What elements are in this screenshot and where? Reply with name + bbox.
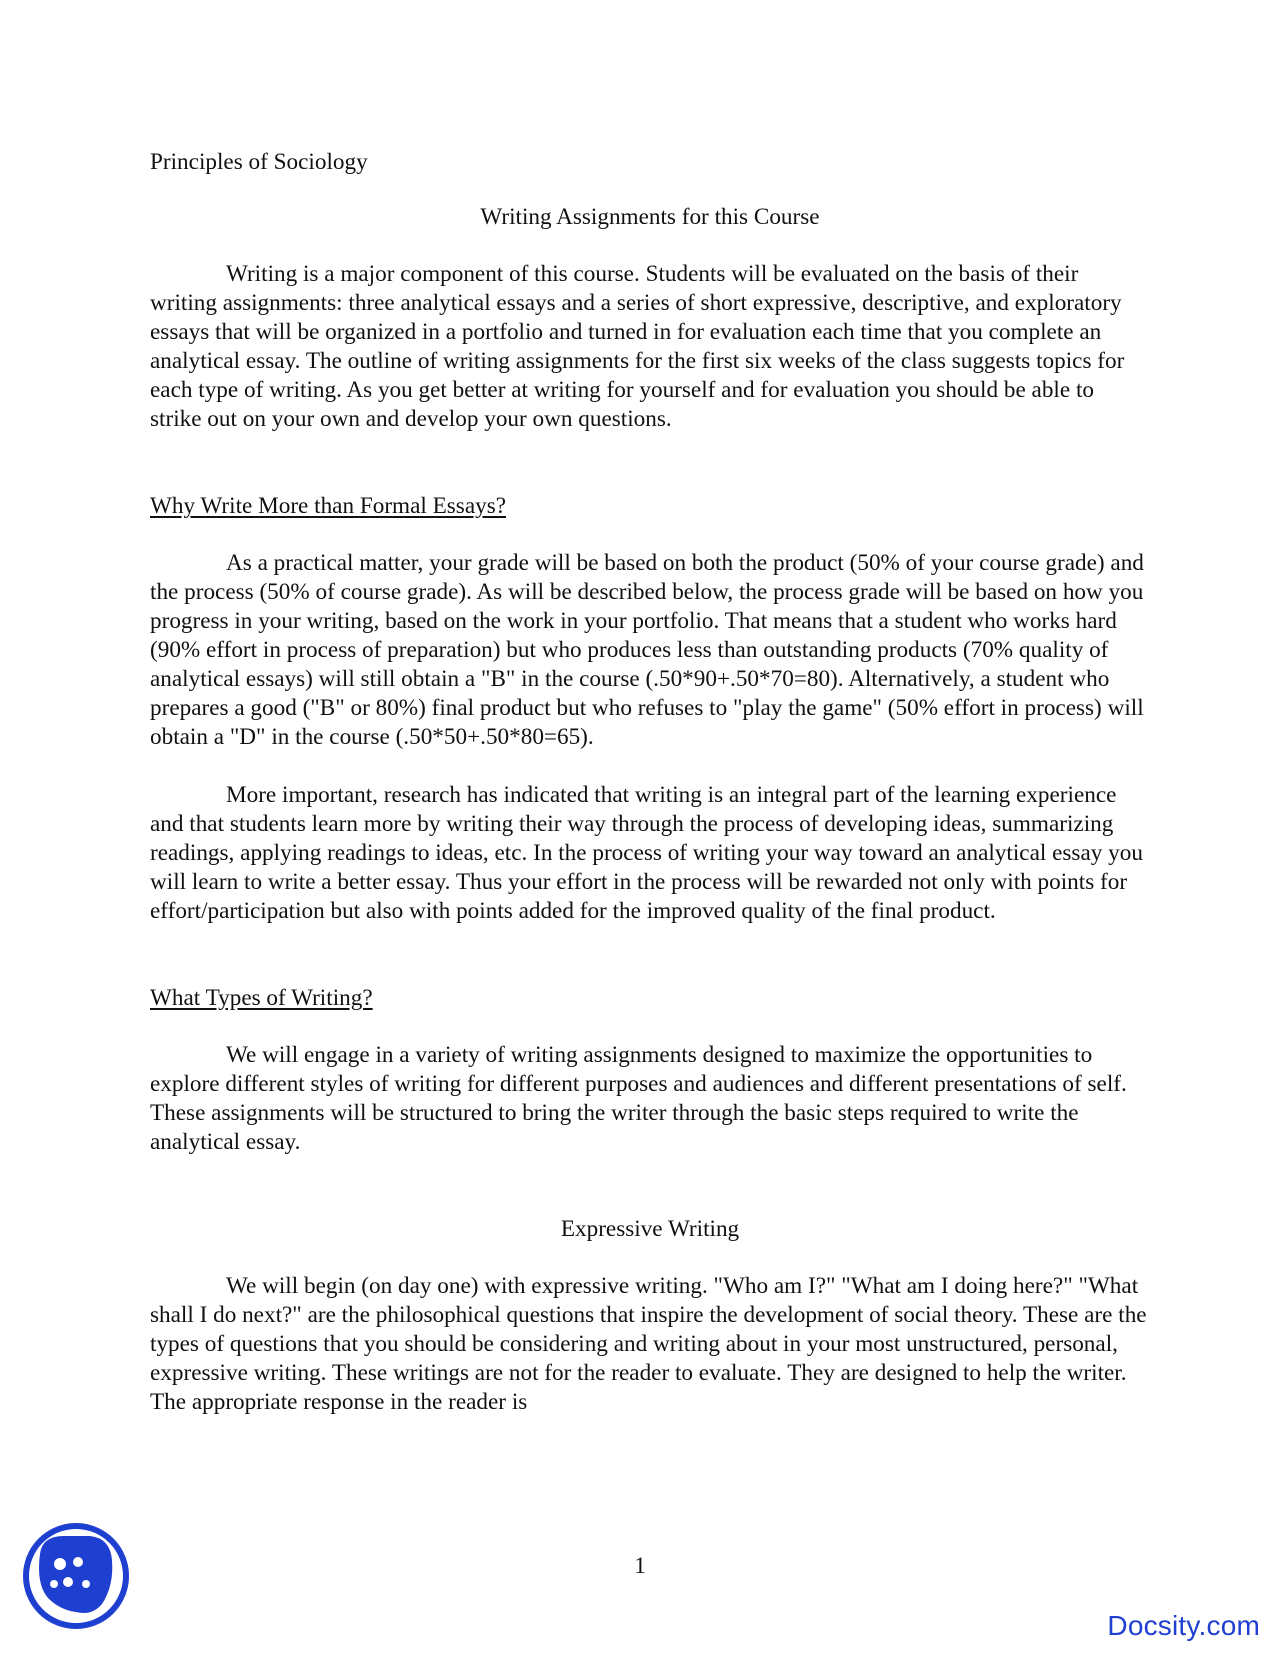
paragraph-types: We will engage in a variety of writing assignments designed to maximize the opportunities to explore different styles of writing for different purposes and audiences and different presentations of self. These assignments will be structured to bring the writer through the basic steps required to write the analytical essay. [150,1042,1127,1155]
page-number: 1 [634,1553,646,1579]
paragraph-grading: As a practical matter, your grade will be based on both the product (50% of your course grade) and the process (50% of course grade). As will be described below, the process grade will be based on how you progress in your writing, based on the work in your portfolio. That means that a student who works hard (90% effort in process of preparation) but who produces less than outstanding products (70% quality of analytical essays) will still obtain a "B" in the course (.50*90+.50*70=80). Alternatively, a student who prepares a good ("B" or 80%) final product but who refuses to "play the game" (50% effort in process) will obtain a "D" in the course (.50*50+.50*80=65). [150,550,1144,750]
section-heading-why-write: Why Write More than Formal Essays? [150,493,507,519]
intro-paragraph: Writing is a major component of this course. Students will be evaluated on the basis of their writing assignments: three analytical essays and a series of short expressive, descriptive, and exploratory essays that will be organized in a portfolio and turned in for evaluation each time that you complete an analytical essay. The outline of writing assignments for the first six weeks of the class suggests topics for each type of writing. As you get better at writing for yourself and for evaluation you should be able to strike out on your own and develop your own questions. [150,261,1125,432]
subheading-expressive-writing: Expressive Writing [560,1216,740,1242]
document-title: Writing Assignments for this Course [480,204,820,230]
docsity-logo-icon [20,1520,132,1632]
paragraph-research: More important, research has indicated that writing is an integral part of the learning experience and that students learn more by writing their way through the process of developing ideas, summarizing readings, applying readings to ideas, etc. In the process of writing your way toward an analytical essay you will learn to write a better essay. Thus your effort in the process will be rewarded not only with points for effort/participation but also with points added for the improved quality of the final product. [150,782,1143,924]
document-body [150,148,1150,1417]
section-heading-types: What Types of Writing? [150,985,373,1011]
paragraph-expressive: We will begin (on day one) with expressive writing. "Who am I?" "What am I doing here?" "What shall I do next?" are the philosophical questions that inspire the development of social theory. These are the types of questions that you should be considering and writing about in your most unstructured, personal, expressive writing. These writings are not for the reader to evaluate. They are designed to help the writer. The appropriate response in the reader is [150,1273,1147,1415]
docsity-watermark-text: Docsity.com [1107,1610,1260,1641]
course-title: Principles of Sociology [150,149,368,175]
